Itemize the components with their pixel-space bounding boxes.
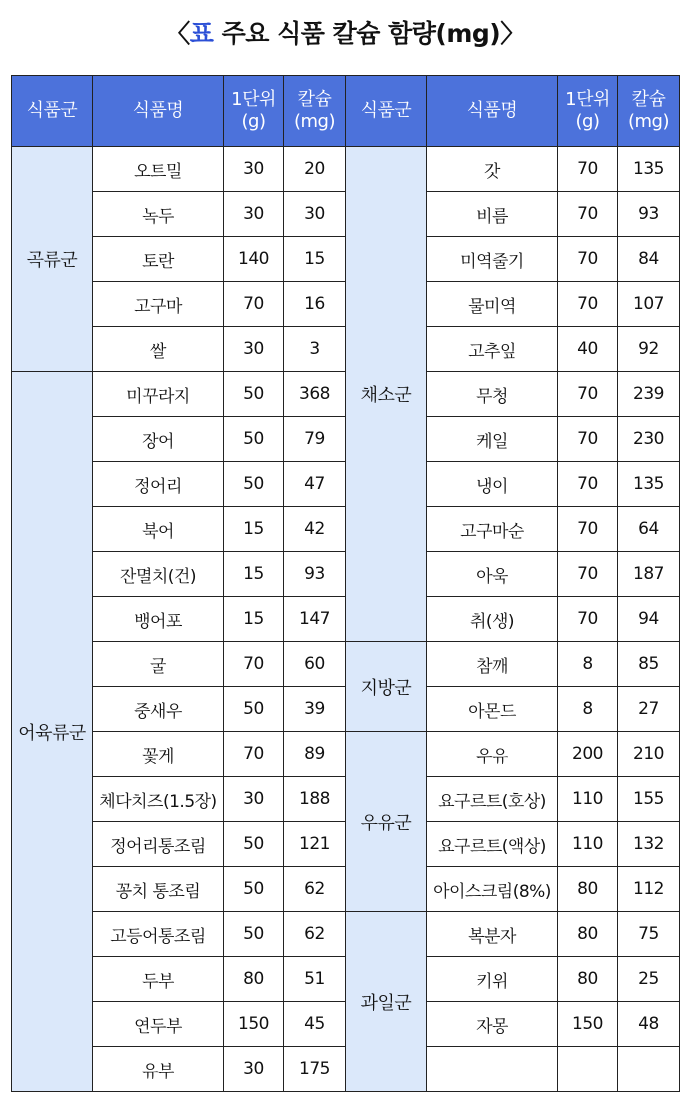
food-name-cell: 케일 — [427, 417, 558, 462]
food-name-cell: 취(생) — [427, 597, 558, 642]
calcium-cell: 64 — [618, 507, 680, 552]
header-calcium-left: 칼슘 (mg) — [284, 76, 346, 147]
food-name-cell: 미역줄기 — [427, 237, 558, 282]
calcium-cell: 85 — [618, 642, 680, 687]
header-food-left: 식품명 — [93, 76, 224, 147]
unit-cell: 70 — [558, 147, 618, 192]
calcium-cell: 92 — [618, 327, 680, 372]
food-name-cell: 꽁치 통조림 — [93, 867, 224, 912]
food-name-cell: 아욱 — [427, 552, 558, 597]
calcium-cell: 155 — [618, 777, 680, 822]
food-name-cell: 녹두 — [93, 192, 224, 237]
calcium-cell: 147 — [284, 597, 346, 642]
unit-cell: 70 — [558, 462, 618, 507]
calcium-cell: 210 — [618, 732, 680, 777]
food-name-cell: 중새우 — [93, 687, 224, 732]
calcium-cell: 3 — [284, 327, 346, 372]
food-name-cell: 잔멸치(건) — [93, 552, 224, 597]
food-name-cell: 고등어통조림 — [93, 912, 224, 957]
unit-cell: 80 — [558, 867, 618, 912]
unit-cell: 70 — [558, 552, 618, 597]
calcium-cell: 132 — [618, 822, 680, 867]
unit-cell: 15 — [224, 507, 284, 552]
unit-cell: 30 — [224, 147, 284, 192]
calcium-cell: 27 — [618, 687, 680, 732]
food-name-cell: 무청 — [427, 372, 558, 417]
empty-cell — [427, 1047, 558, 1092]
title-close-bracket: 〉 — [500, 19, 525, 48]
header-food-right: 식품명 — [427, 76, 558, 147]
calcium-cell: 135 — [618, 462, 680, 507]
unit-cell: 70 — [224, 282, 284, 327]
unit-cell: 8 — [558, 642, 618, 687]
food-group-cell: 곡류군 — [12, 147, 93, 372]
calcium-cell: 16 — [284, 282, 346, 327]
calcium-cell: 84 — [618, 237, 680, 282]
calcium-cell: 79 — [284, 417, 346, 462]
food-name-cell: 냉이 — [427, 462, 558, 507]
food-name-cell: 미꾸라지 — [93, 372, 224, 417]
calcium-cell: 20 — [284, 147, 346, 192]
unit-cell: 8 — [558, 687, 618, 732]
food-name-cell: 우유 — [427, 732, 558, 777]
calcium-cell: 135 — [618, 147, 680, 192]
calcium-cell: 121 — [284, 822, 346, 867]
calcium-cell: 51 — [284, 957, 346, 1002]
unit-cell: 70 — [558, 282, 618, 327]
food-name-cell: 요구르트(액상) — [427, 822, 558, 867]
food-name-cell: 쌀 — [93, 327, 224, 372]
unit-cell: 15 — [224, 597, 284, 642]
food-name-cell: 고구마순 — [427, 507, 558, 552]
food-name-cell: 아몬드 — [427, 687, 558, 732]
unit-cell: 50 — [224, 822, 284, 867]
unit-cell: 110 — [558, 777, 618, 822]
food-name-cell: 복분자 — [427, 912, 558, 957]
unit-cell: 40 — [558, 327, 618, 372]
unit-cell: 50 — [224, 687, 284, 732]
food-name-cell: 참깨 — [427, 642, 558, 687]
unit-cell: 70 — [558, 417, 618, 462]
calcium-cell: 47 — [284, 462, 346, 507]
calcium-cell: 230 — [618, 417, 680, 462]
unit-cell: 70 — [224, 642, 284, 687]
food-name-cell: 키위 — [427, 957, 558, 1002]
header-unit-right: 1단위 (g) — [558, 76, 618, 147]
unit-cell: 150 — [224, 1002, 284, 1047]
table-row — [12, 912, 680, 957]
header-unit-left: 1단위 (g) — [224, 76, 284, 147]
calcium-cell: 42 — [284, 507, 346, 552]
food-name-cell: 유부 — [93, 1047, 224, 1092]
calcium-cell: 45 — [284, 1002, 346, 1047]
unit-cell: 50 — [224, 372, 284, 417]
calcium-cell: 25 — [618, 957, 680, 1002]
calcium-cell: 188 — [284, 777, 346, 822]
empty-cell — [618, 1047, 680, 1092]
calcium-cell: 94 — [618, 597, 680, 642]
unit-cell: 80 — [224, 957, 284, 1002]
unit-cell: 30 — [224, 1047, 284, 1092]
calcium-cell: 48 — [618, 1002, 680, 1047]
food-group-cell: 어육류군 — [12, 372, 93, 1092]
header-group-left: 식품군 — [12, 76, 93, 147]
food-name-cell: 자몽 — [427, 1002, 558, 1047]
title-accent: 표 — [189, 19, 214, 48]
food-name-cell: 토란 — [93, 237, 224, 282]
food-group-cell: 우유군 — [346, 732, 427, 912]
header-group-right: 식품군 — [346, 76, 427, 147]
food-name-cell: 고구마 — [93, 282, 224, 327]
unit-cell: 70 — [558, 237, 618, 282]
food-name-cell: 북어 — [93, 507, 224, 552]
food-name-cell: 오트밀 — [93, 147, 224, 192]
unit-cell: 150 — [558, 1002, 618, 1047]
food-name-cell: 정어리 — [93, 462, 224, 507]
unit-cell: 70 — [558, 597, 618, 642]
table-row — [12, 732, 680, 777]
calcium-cell: 107 — [618, 282, 680, 327]
food-name-cell: 요구르트(호상) — [427, 777, 558, 822]
title-text: 주요 식품 칼슘 함량(mg) — [213, 19, 501, 48]
table-body — [12, 147, 680, 1092]
food-name-cell: 갓 — [427, 147, 558, 192]
unit-cell: 70 — [558, 507, 618, 552]
food-name-cell: 물미역 — [427, 282, 558, 327]
table-row — [12, 147, 680, 192]
calcium-table — [11, 75, 680, 1092]
title-open-bracket: 〈 — [165, 19, 190, 48]
unit-cell: 30 — [224, 777, 284, 822]
header-calcium-right: 칼슘 (mg) — [618, 76, 680, 147]
food-name-cell: 두부 — [93, 957, 224, 1002]
calcium-cell: 39 — [284, 687, 346, 732]
empty-cell — [558, 1047, 618, 1092]
food-name-cell: 연두부 — [93, 1002, 224, 1047]
food-name-cell: 꽃게 — [93, 732, 224, 777]
calcium-cell: 62 — [284, 912, 346, 957]
calcium-cell: 368 — [284, 372, 346, 417]
food-name-cell: 정어리통조림 — [93, 822, 224, 867]
food-group-cell: 채소군 — [346, 147, 427, 642]
unit-cell: 30 — [224, 192, 284, 237]
calcium-cell: 239 — [618, 372, 680, 417]
calcium-cell: 112 — [618, 867, 680, 912]
unit-cell: 80 — [558, 957, 618, 1002]
calcium-cell: 60 — [284, 642, 346, 687]
unit-cell: 70 — [558, 192, 618, 237]
food-name-cell: 체다치즈(1.5장) — [93, 777, 224, 822]
unit-cell: 70 — [224, 732, 284, 777]
calcium-cell: 93 — [284, 552, 346, 597]
unit-cell: 30 — [224, 327, 284, 372]
unit-cell: 80 — [558, 912, 618, 957]
calcium-cell: 30 — [284, 192, 346, 237]
table-row — [12, 642, 680, 687]
unit-cell: 50 — [224, 417, 284, 462]
food-group-cell: 과일군 — [346, 912, 427, 1092]
unit-cell: 70 — [558, 372, 618, 417]
calcium-cell: 89 — [284, 732, 346, 777]
calcium-cell: 62 — [284, 867, 346, 912]
food-group-cell: 지방군 — [346, 642, 427, 732]
calcium-cell: 15 — [284, 237, 346, 282]
unit-cell: 50 — [224, 867, 284, 912]
header-row — [12, 76, 680, 147]
calcium-cell: 187 — [618, 552, 680, 597]
calcium-cell: 175 — [284, 1047, 346, 1092]
unit-cell: 50 — [224, 912, 284, 957]
page-title — [0, 14, 690, 50]
food-name-cell: 뱅어포 — [93, 597, 224, 642]
food-name-cell: 장어 — [93, 417, 224, 462]
unit-cell: 200 — [558, 732, 618, 777]
food-name-cell: 굴 — [93, 642, 224, 687]
unit-cell: 140 — [224, 237, 284, 282]
calcium-cell: 75 — [618, 912, 680, 957]
calcium-cell: 93 — [618, 192, 680, 237]
unit-cell: 110 — [558, 822, 618, 867]
food-name-cell: 고추잎 — [427, 327, 558, 372]
food-name-cell: 아이스크림(8%) — [427, 867, 558, 912]
food-name-cell: 비름 — [427, 192, 558, 237]
unit-cell: 15 — [224, 552, 284, 597]
unit-cell: 50 — [224, 462, 284, 507]
